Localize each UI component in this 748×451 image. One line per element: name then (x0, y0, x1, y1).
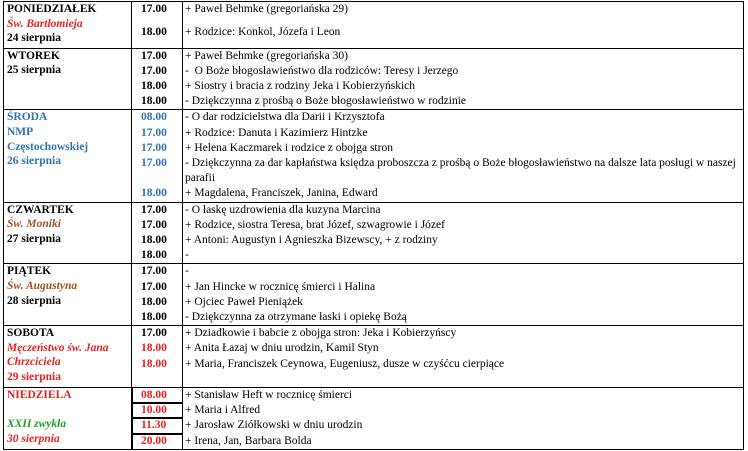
mass-intention (183, 126, 744, 141)
mass-intention-text: + Magdalena, Franciszek, Janina, Edward (185, 187, 378, 200)
mass-intention-text: - O dar rodzicielstwa dla Darii i Krzysztofa (185, 111, 385, 124)
day-cell (4, 326, 132, 388)
mass-intention-text: - O łaskę uzdrowienia dla kuzyna Marcina (185, 203, 381, 216)
mass-intention (183, 326, 744, 342)
mass-time: 17.00 (132, 280, 183, 295)
mass-intention (183, 2, 744, 25)
mass-intention-text: - Dziękczynna za otrzymane łaski i opiekę Bożą (185, 310, 407, 323)
day-cell (4, 387, 132, 449)
day-subtitle: 25 sierpnia (7, 64, 61, 77)
mass-intention (183, 141, 744, 156)
mass-intention (183, 64, 744, 79)
day-subtitle: 28 sierpnia (7, 294, 61, 307)
mass-intention-text: - O Boże błogosławieństwo dla rodziców: Teresy i Jerzego (185, 64, 459, 77)
mass-intention-text: + Helena Kaczmarek i rodzice z obojga stron (185, 141, 393, 154)
mass-intention-text: + Jan Hincke w rocznicę śmierci i Halina (185, 280, 376, 293)
mass-row (4, 387, 744, 403)
day-cell (4, 110, 132, 202)
day-name: CZWARTEK (7, 203, 74, 216)
day-subtitle: Częstochowskiej (7, 140, 89, 153)
mass-intention-text: - (185, 265, 189, 278)
mass-intention (183, 403, 744, 418)
mass-intention (183, 110, 744, 126)
mass-intention-text: + Dziadkowie i babcie z obojga stron: Jeka i Kobierzyńscy (185, 327, 457, 340)
day-cell (4, 48, 132, 110)
day-subtitle: Św. Moniki (7, 218, 61, 231)
mass-intention-text: + Jarosław Ziółkowski w dniu urodzin (185, 419, 363, 432)
mass-time: 17.00 (132, 326, 183, 342)
mass-intention (183, 264, 744, 280)
mass-time: 18.00 (132, 233, 183, 248)
mass-time: 08.00 (132, 387, 183, 403)
day-subtitle: XXII zwykła (7, 418, 67, 431)
mass-time: 17.00 (132, 126, 183, 141)
day-name: ŚRODA (7, 111, 48, 124)
mass-time: 17.00 (132, 264, 183, 280)
day-subtitle: 24 sierpnia (7, 32, 61, 45)
mass-intention-text: + Maria i Alfred (185, 404, 261, 417)
mass-intention (183, 434, 744, 450)
mass-intention-text: + Paweł Behmke (gregoriańska 30) (185, 49, 348, 62)
mass-time: 17.00 (132, 202, 183, 218)
mass-time: 18.00 (132, 186, 183, 202)
day-subtitle (7, 403, 129, 418)
mass-intention (183, 186, 744, 202)
day-subtitle: Św. Bartłomieja (7, 17, 83, 30)
mass-row (4, 2, 744, 25)
mass-time: 18.00 (132, 357, 183, 388)
mass-row (4, 264, 744, 280)
mass-time: 18.00 (132, 248, 183, 264)
mass-time: 18.00 (132, 25, 183, 48)
mass-intention-text: + Irena, Jan, Barbara Bolda (185, 434, 312, 447)
mass-intention-text: + Maria, Franciszek Ceynowa, Eugeniusz, dusze w czyśćcu cierpiące (185, 357, 505, 370)
mass-time: 18.00 (132, 310, 183, 326)
day-name: SOBOTA (7, 327, 55, 340)
mass-intention (183, 357, 744, 388)
mass-time: 17.00 (132, 2, 183, 25)
mass-intention-text: + Paweł Behmke (gregoriańska 29) (185, 3, 348, 15)
mass-intention (183, 295, 744, 310)
mass-intention (183, 218, 744, 233)
day-name: WTOREK (7, 49, 60, 62)
day-name: NIEDZIELA (7, 388, 72, 401)
day-cell (4, 202, 132, 264)
day-cell (4, 264, 132, 326)
mass-row (4, 110, 744, 126)
mass-intention (183, 202, 744, 218)
mass-intention-text: - Dziękczynna z prośbą o Boże błogosławieństwo w rodzinie (185, 95, 467, 108)
mass-intention (183, 25, 744, 48)
mass-intention (183, 310, 744, 326)
mass-schedule-table (3, 1, 744, 450)
day-subtitle: Św. Augustyna (7, 279, 78, 292)
mass-intention-text: + Rodzice: Danuta i Kazimierz Hintzke (185, 126, 368, 139)
day-name: PIĄTEK (7, 265, 52, 278)
mass-row (4, 48, 744, 64)
mass-intention (183, 48, 744, 64)
day-subtitle: 27 sierpnia (7, 232, 61, 245)
mass-intention-text: - Dziękczynna za dar kapłaństwa księdza proboszcza z prośbą o Boże błogosławieństwo na dalsze lata posługi w naszej parafii (185, 156, 739, 184)
mass-row (4, 326, 744, 342)
mass-intention (183, 280, 744, 295)
mass-time: 18.00 (132, 79, 183, 94)
mass-intention-text: + Siostry i bracia z rodziny Jeka i Kobierzyńskich (185, 80, 416, 93)
mass-time: 18.00 (132, 94, 183, 110)
mass-time: 17.00 (132, 64, 183, 79)
mass-time: 17.00 (132, 141, 183, 156)
mass-time: 08.00 (132, 110, 183, 126)
mass-intention (183, 248, 744, 264)
day-subtitle: Męczeństwo św. Jana (7, 341, 109, 354)
mass-intention-text: + Rodzice, siostra Teresa, brat Józef, szwagrowie i Józef (185, 218, 445, 231)
mass-intention (183, 94, 744, 110)
mass-intention (183, 418, 744, 433)
mass-intention (183, 79, 744, 94)
day-name: PONIEDZIAŁEK (7, 3, 97, 15)
mass-intention-text: + Antoni: Augustyn i Agnieszka Bizewscy, + z rodziny (185, 233, 438, 246)
day-cell (4, 2, 132, 49)
mass-time: 17.00 (132, 218, 183, 233)
mass-time: 17.00 (132, 156, 183, 186)
mass-time: 11.30 (132, 418, 183, 433)
mass-time: 20.00 (132, 434, 183, 450)
mass-intention-text: + Ojciec Paweł Pieniążek (185, 295, 303, 308)
mass-intention-text: - (185, 249, 189, 262)
mass-row (4, 202, 744, 218)
mass-intention (183, 156, 744, 186)
day-subtitle: 26 sierpnia (7, 155, 61, 168)
day-subtitle: 29 sierpnia (7, 370, 61, 383)
mass-time: 17.00 (132, 48, 183, 64)
day-subtitle: Chrzciciela (7, 356, 61, 369)
mass-intention-text: + Rodzice: Konkol, Józefa i Leon (185, 25, 341, 38)
mass-intention-text: + Anita Łazaj w dniu urodzin, Kamil Styn (185, 342, 379, 355)
day-subtitle: 30 sierpnia (7, 432, 60, 445)
mass-intention (183, 233, 744, 248)
mass-intention (183, 341, 744, 356)
mass-time: 18.00 (132, 295, 183, 310)
day-subtitle: NMP (7, 126, 34, 138)
mass-intention-text: + Stanisław Heft w rocznicę śmierci (185, 388, 353, 401)
mass-time: 10.00 (132, 403, 183, 418)
mass-time: 18.00 (132, 341, 183, 356)
mass-intention (183, 387, 744, 403)
mass-schedule-body (4, 2, 744, 450)
